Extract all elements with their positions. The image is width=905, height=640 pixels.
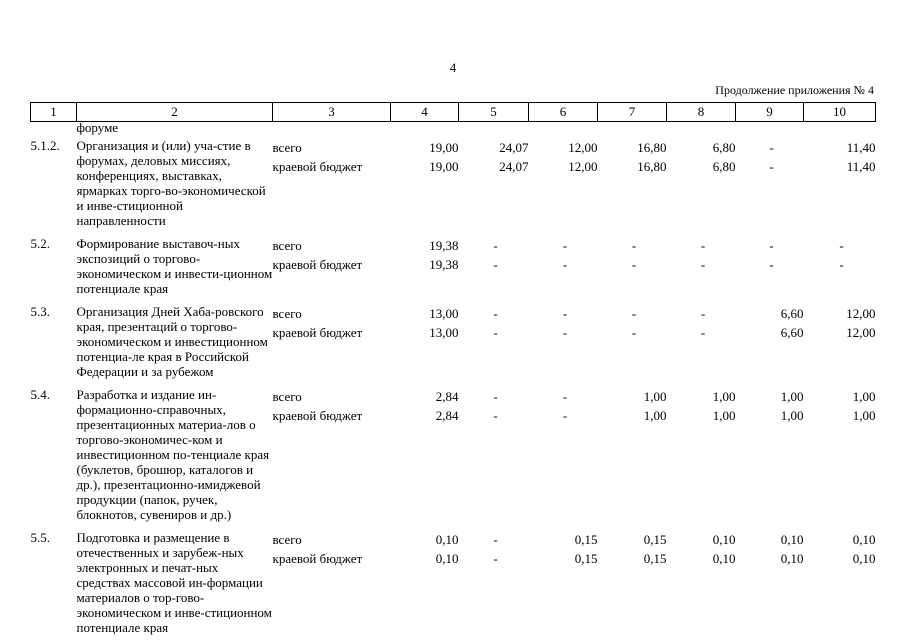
appendix-table — [30, 102, 876, 635]
value-cell-col-6 — [529, 138, 598, 228]
value: 0,15 — [574, 551, 598, 566]
value-cell-col-8 — [667, 530, 736, 635]
page-number: 4 — [449, 60, 457, 75]
value-cell-col-9 — [736, 236, 804, 296]
value: 0,15 — [643, 551, 667, 566]
value: 0,15 — [574, 532, 598, 547]
value: 16,80 — [637, 159, 667, 174]
table-row — [31, 236, 876, 296]
value: - — [493, 325, 498, 340]
value-cell-col-5 — [459, 387, 529, 522]
funding-source: всего — [272, 306, 302, 321]
value: - — [700, 306, 706, 321]
funding-source: краевой бюджет — [272, 551, 363, 566]
value-cell-col-6 — [529, 387, 598, 522]
col-header-9: 9 — [736, 103, 804, 122]
value: 1,00 — [712, 389, 736, 404]
value: - — [700, 257, 706, 272]
value: 13,00 — [429, 306, 459, 321]
value-cell-col-6 — [529, 236, 598, 296]
value: 6,80 — [712, 159, 736, 174]
table-row — [31, 304, 876, 379]
col-header-4: 4 — [391, 103, 459, 122]
funding-source-cell — [273, 387, 391, 522]
col-header-8: 8 — [667, 103, 736, 122]
value-cell-col-10 — [804, 304, 876, 379]
value-cell-col-9 — [736, 530, 804, 635]
value: - — [769, 257, 774, 272]
value-cell-col-8 — [667, 304, 736, 379]
funding-source-cell — [273, 236, 391, 296]
value: 0,10 — [435, 532, 459, 547]
value-cell-col-5 — [459, 138, 529, 228]
continued-text: форуме — [76, 120, 119, 135]
value: - — [493, 532, 498, 547]
value: 11,40 — [846, 159, 876, 174]
row-spacer — [31, 296, 876, 304]
value: 0,15 — [643, 532, 667, 547]
value: - — [631, 325, 637, 340]
value: 1,00 — [852, 408, 876, 423]
value: 1,00 — [852, 389, 876, 404]
value-cell-col-6 — [529, 530, 598, 635]
value: - — [493, 408, 498, 423]
value: 24,07 — [499, 159, 529, 174]
value: - — [839, 238, 844, 253]
value: - — [562, 389, 568, 404]
table-row — [31, 530, 876, 635]
value-cell-col-8 — [667, 138, 736, 228]
value-cell-col-7 — [598, 304, 667, 379]
funding-source: всего — [272, 532, 302, 547]
value: 12,00 — [568, 140, 598, 155]
value: 6,60 — [780, 325, 804, 340]
continued-row — [31, 122, 876, 135]
value-cell-col-8 — [667, 387, 736, 522]
value-cell-col-7 — [598, 138, 667, 228]
col-header-5: 5 — [459, 103, 529, 122]
value: - — [493, 389, 498, 404]
funding-source-cell — [273, 304, 391, 379]
value: 0,10 — [712, 551, 736, 566]
value: - — [493, 238, 498, 253]
col-header-6: 6 — [529, 103, 598, 122]
value: 1,00 — [643, 408, 667, 423]
value: 1,00 — [780, 389, 804, 404]
item-number: 5.5. — [30, 530, 50, 545]
value-cell-col-5 — [459, 236, 529, 296]
header-row — [31, 103, 876, 122]
funding-source: всего — [272, 238, 302, 253]
value: 0,10 — [852, 551, 876, 566]
value-cell-col-4 — [391, 304, 459, 379]
value: 0,10 — [780, 551, 804, 566]
value-cell-col-10 — [804, 530, 876, 635]
value: - — [769, 140, 774, 155]
value-cell-col-9 — [736, 304, 804, 379]
row-spacer — [31, 379, 876, 387]
value: 24,07 — [499, 140, 529, 155]
value: - — [562, 257, 568, 272]
value-cell-col-10 — [804, 138, 876, 228]
value: 0,10 — [780, 532, 804, 547]
value-cell-col-7 — [598, 387, 667, 522]
funding-source-cell — [273, 530, 391, 635]
value-cell-col-9 — [736, 138, 804, 228]
value: 2,84 — [435, 408, 459, 423]
item-name: Организация Дней Хаба-ровского края, презентаций о торгово-экономическом и инвестиционном потенциа-ле края в Российской Федерации и за рубежом — [76, 304, 268, 379]
value: - — [769, 238, 774, 253]
row-spacer — [31, 522, 876, 530]
value: 1,00 — [780, 408, 804, 423]
value: - — [700, 238, 706, 253]
value: - — [769, 159, 774, 174]
item-number: 5.1.2. — [30, 138, 60, 153]
value: - — [562, 325, 568, 340]
value-cell-col-4 — [391, 236, 459, 296]
col-header-7: 7 — [598, 103, 667, 122]
value: 12,00 — [846, 306, 876, 321]
row-spacer — [31, 228, 876, 236]
value: 12,00 — [568, 159, 598, 174]
value-cell-col-5 — [459, 530, 529, 635]
value: 6,80 — [712, 140, 736, 155]
value: 16,80 — [637, 140, 667, 155]
col-header-2: 2 — [77, 103, 273, 122]
value: - — [631, 306, 637, 321]
funding-source: краевой бюджет — [272, 159, 363, 174]
value: 19,00 — [429, 140, 459, 155]
value: 0,10 — [435, 551, 459, 566]
value: 0,10 — [712, 532, 736, 547]
value: - — [562, 408, 568, 423]
value-cell-col-4 — [391, 138, 459, 228]
item-name: Подготовка и размещение в отечественных и зарубеж-ных электронных и печат-ных средствах массовой ин-формации материалов о тор-гово-экономическом и инве-стиционном потенциале края — [76, 530, 272, 635]
item-number: 5.4. — [30, 387, 50, 402]
value: 1,00 — [643, 389, 667, 404]
value: - — [493, 551, 498, 566]
value: 2,84 — [435, 389, 459, 404]
value: - — [839, 257, 844, 272]
value: 19,38 — [429, 238, 459, 253]
col-header-1: 1 — [31, 103, 77, 122]
value: 0,10 — [852, 532, 876, 547]
value-cell-col-4 — [391, 530, 459, 635]
value-cell-col-6 — [529, 304, 598, 379]
value: 19,38 — [429, 257, 459, 272]
value: - — [631, 257, 637, 272]
value-cell-col-7 — [598, 530, 667, 635]
table-row — [31, 387, 876, 522]
value: - — [700, 325, 706, 340]
funding-source: всего — [272, 389, 302, 404]
value: - — [493, 257, 498, 272]
funding-source: всего — [272, 140, 302, 155]
value: 11,40 — [846, 140, 876, 155]
item-name: Формирование выставоч-ных экспозиций о торгово-экономическом и инвести-ционном потенциале края — [76, 236, 273, 296]
funding-source: краевой бюджет — [272, 325, 363, 340]
value-cell-col-8 — [667, 236, 736, 296]
funding-source: краевой бюджет — [272, 257, 363, 272]
col-header-10: 10 — [804, 103, 876, 122]
continuation-label: Продолжение приложения № 4 — [715, 83, 874, 97]
col-header-3: 3 — [273, 103, 391, 122]
value: 13,00 — [429, 325, 459, 340]
value-cell-col-5 — [459, 304, 529, 379]
value: 6,60 — [780, 306, 804, 321]
item-number: 5.2. — [30, 236, 50, 251]
value-cell-col-10 — [804, 387, 876, 522]
value: - — [493, 306, 498, 321]
funding-source-cell — [273, 138, 391, 228]
value: 12,00 — [846, 325, 876, 340]
value-cell-col-9 — [736, 387, 804, 522]
value-cell-col-4 — [391, 387, 459, 522]
value: 1,00 — [712, 408, 736, 423]
item-number: 5.3. — [30, 304, 50, 319]
funding-source: краевой бюджет — [272, 408, 363, 423]
value: - — [562, 238, 568, 253]
value: - — [562, 306, 568, 321]
value-cell-col-10 — [804, 236, 876, 296]
value-cell-col-7 — [598, 236, 667, 296]
item-name: Разработка и издание ин-формационно-справочных, презентационных материа-лов о торгово-экономичес-ком и инвестиционном по-тенциале края (буклетов, брошюр, каталогов и др.), презентационно-имиджевой продукции (папок, ручек, блокнотов, сувениров и др.) — [76, 387, 270, 522]
value: 19,00 — [429, 159, 459, 174]
value: - — [631, 238, 637, 253]
item-name: Организация и (или) уча-стие в форумах, деловых миссиях, конференциях, выставках, ярмарках торго-во-экономической и инве-стиционной направленности — [76, 138, 266, 228]
table-row — [31, 138, 876, 228]
